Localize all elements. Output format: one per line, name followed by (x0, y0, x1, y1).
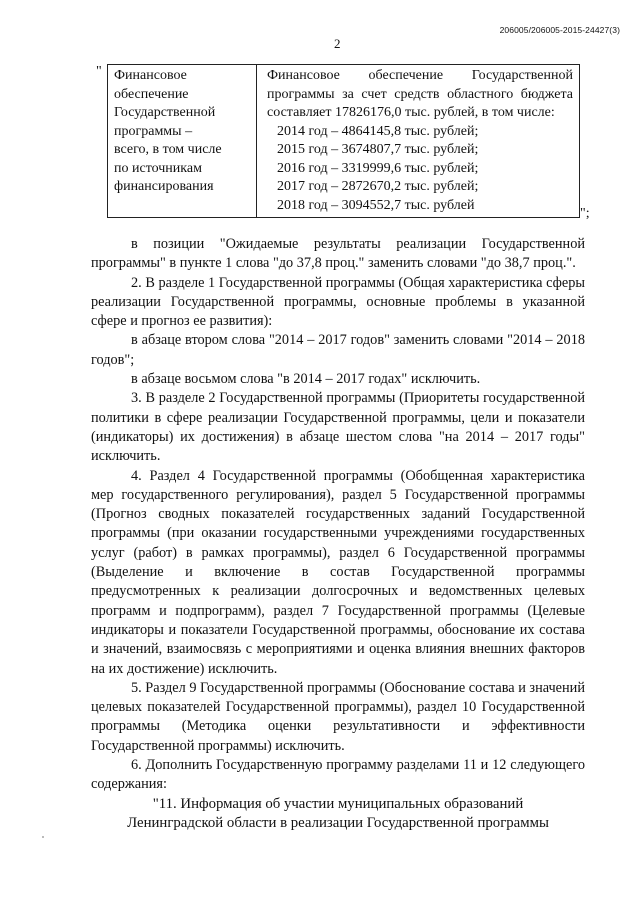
section-heading-line: Ленинградской области в реализации Государственной программы (127, 814, 549, 831)
scan-speck (42, 836, 44, 838)
paragraph: 2. В разделе 1 Государственной программы (Общая характеристика сферы реализации Государственной программы, основные проблемы в указанной сфере и прогноз ее развития): (91, 274, 585, 330)
table-opening-quote: " (96, 64, 102, 79)
year-line: 2015 год – 3674807,7 тыс. рублей; (277, 142, 479, 157)
table-closing-quote: "; (580, 206, 590, 221)
label-line: финансирования (114, 179, 214, 194)
label-line: по источникам (114, 160, 202, 176)
paragraph: в позиции "Ожидаемые результаты реализации Государственной программы" в пункте 1 слова "до 37,8 проц." заменить словами "до 38,7 проц.". (91, 236, 585, 272)
label-line: Финансовое (114, 68, 187, 83)
table-row (108, 65, 580, 218)
page-number: 2 (334, 36, 341, 51)
label-line: программы – (114, 123, 193, 139)
year-line: 2014 год – 4864145,8 тыс. рублей; (277, 123, 479, 139)
paragraph: 4. Раздел 4 Государственной программы (Обобщенная характеристика мер государственного регулирования), раздел 5 Государственной программы (Прогноз сводных показателей государственных заданий Государственной программы (при оказании государственными учреждениями государственных услуг (работ) в рамках программы), раздел 6 Государственной программы (Выделение и включение в состав Государственной программы предусмотренных к реализации долгосрочных и ведомственных целевых программ и подпрограмм), раздел 7 Государственной программы (Целевые индикаторы и показатели Государственной программы, обоснование их состава и значений, взаимосвязь с мероприятиями и оценка влияния внешних факторов на их достижение) исключить. (91, 467, 585, 677)
year-line: 2018 год – 3094552,7 тыс. рублей (277, 197, 475, 213)
paragraph: 5. Раздел 9 Государственной программы (Обоснование состава и значений целевых показателей Государственной программы), раздел 10 Государственной программы (Методика оценки результативности и эффективности Государственной программы) исключить. (91, 679, 585, 754)
year-line: 2016 год – 3319999,6 тыс. рублей; (277, 160, 479, 176)
paragraph: в абзаце восьмом слова "в 2014 – 2017 годах" исключить. (131, 371, 481, 388)
financing-content-cell (257, 65, 580, 218)
section-heading-line: "11. Информация об участии муниципальных образований (152, 795, 524, 812)
document-code: 206005/206005-2015-24427(3) (499, 25, 620, 35)
label-line: Государственной (114, 105, 216, 120)
financing-table (107, 64, 580, 218)
financing-label-cell (108, 65, 257, 218)
financing-intro-text: Финансовое обеспечение Государственной программы за счет средств областного бюджета составляет 17826176,0 тыс. рублей, в том числе: (267, 68, 573, 120)
document-body (91, 235, 585, 833)
paragraph: 3. В разделе 2 Государственной программы (Приоритеты государственной политики в сфере реализации Государственной программы, цели и показатели (индикаторы) их достижения) в абзаце шестом слова "на 2014 – 2017 годы" исключить. (91, 390, 585, 465)
label-line: всего, в том числе (114, 142, 222, 157)
year-line: 2017 год – 2872670,2 тыс. рублей; (277, 179, 479, 194)
paragraph: в абзаце втором слова "2014 – 2017 годов" заменить словами "2014 – 2018 годов"; (91, 332, 585, 368)
label-line: обеспечение (114, 86, 189, 102)
paragraph: 6. Дополнить Государственную программу разделами 11 и 12 следующего содержания: (91, 757, 585, 793)
